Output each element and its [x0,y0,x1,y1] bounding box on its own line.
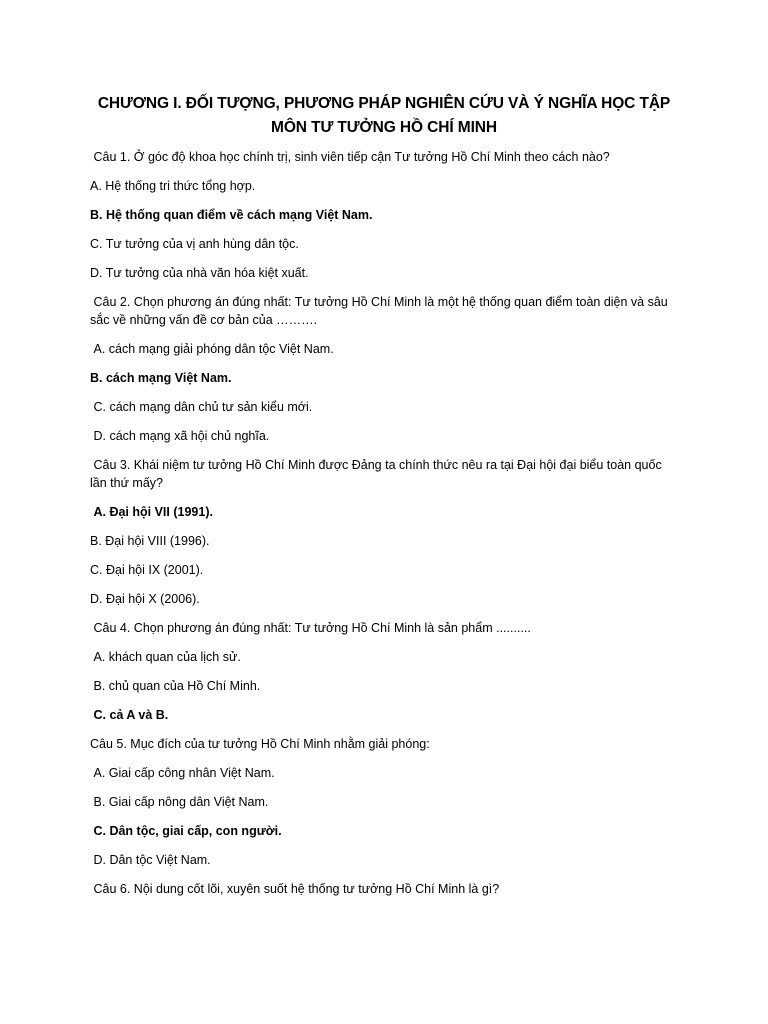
answer-option: C. cách mạng dân chủ tư sản kiểu mới. [90,400,313,414]
question-text: Câu 5. Mục đích của tư tưởng Hồ Chí Minh nhằm giải phóng: [90,737,430,751]
answer-option: C. Đại hội IX (2001). [90,563,204,577]
question-text: Câu 1. Ở góc độ khoa học chính trị, sinh viên tiếp cận Tư tưởng Hồ Chí Minh theo cách nào? [90,150,610,164]
answer-option: B. Đại hội VIII (1996). [90,534,210,548]
correct-answer-option: C. cả A và B. [90,708,169,722]
title-line-2: MÔN TƯ TƯỞNG HỒ CHÍ MINH [271,119,497,136]
answer-option: A. Hệ thống tri thức tổng hợp. [90,179,256,193]
title-line-1: CHƯƠNG I. ĐỐI TƯỢNG, PHƯƠNG PHÁP NGHIÊN CỨU VÀ Ý NGHĨA HỌC TẬP [97,95,671,112]
answer-option: D. Đại hội X (2006). [90,592,200,606]
question-text: Câu 2. Chọn phương án đúng nhất: Tư tưởng Hồ Chí Minh là một hệ thống quan điểm toàn diện và sâu sắc về những vấn đề cơ bản của ………. [90,295,672,327]
question-text: Câu 4. Chọn phương án đúng nhất: Tư tưởng Hồ Chí Minh là sản phẩm .......... [90,621,531,635]
answer-option: A. Giai cấp công nhân Việt Nam. [90,766,275,780]
answer-option: D. Dân tộc Việt Nam. [90,853,211,867]
correct-answer-option: B. cách mạng Việt Nam. [90,371,232,385]
correct-answer-option: A. Đại hội VII (1991). [90,505,213,519]
answer-option: A. cách mạng giải phóng dân tộc Việt Nam. [90,342,334,356]
answer-option: B. Giai cấp nông dân Việt Nam. [90,795,269,809]
answer-option: D. Tư tưởng của nhà văn hóa kiệt xuất. [90,266,309,280]
correct-answer-option: B. Hệ thống quan điểm về cách mạng Việt Nam. [90,208,373,222]
answer-option: D. cách mạng xã hội chủ nghĩa. [90,429,270,443]
answer-option: B. chủ quan của Hồ Chí Minh. [90,679,261,693]
correct-answer-option: C. Dân tộc, giai cấp, con người. [90,824,282,838]
answer-option: A. khách quan của lịch sử. [90,650,241,664]
question-text: Câu 6. Nội dung cốt lõi, xuyên suốt hệ thống tư tưởng Hồ Chí Minh là gì? [90,882,500,896]
question-text: Câu 3. Khái niệm tư tưởng Hồ Chí Minh được Đảng ta chính thức nêu ra tại Đại hội đại biểu toàn quốc lần thứ mấy? [90,458,666,490]
answer-option: C. Tư tưởng của vị anh hùng dân tộc. [90,237,299,251]
question-list [90,148,678,898]
page-title [90,92,678,140]
